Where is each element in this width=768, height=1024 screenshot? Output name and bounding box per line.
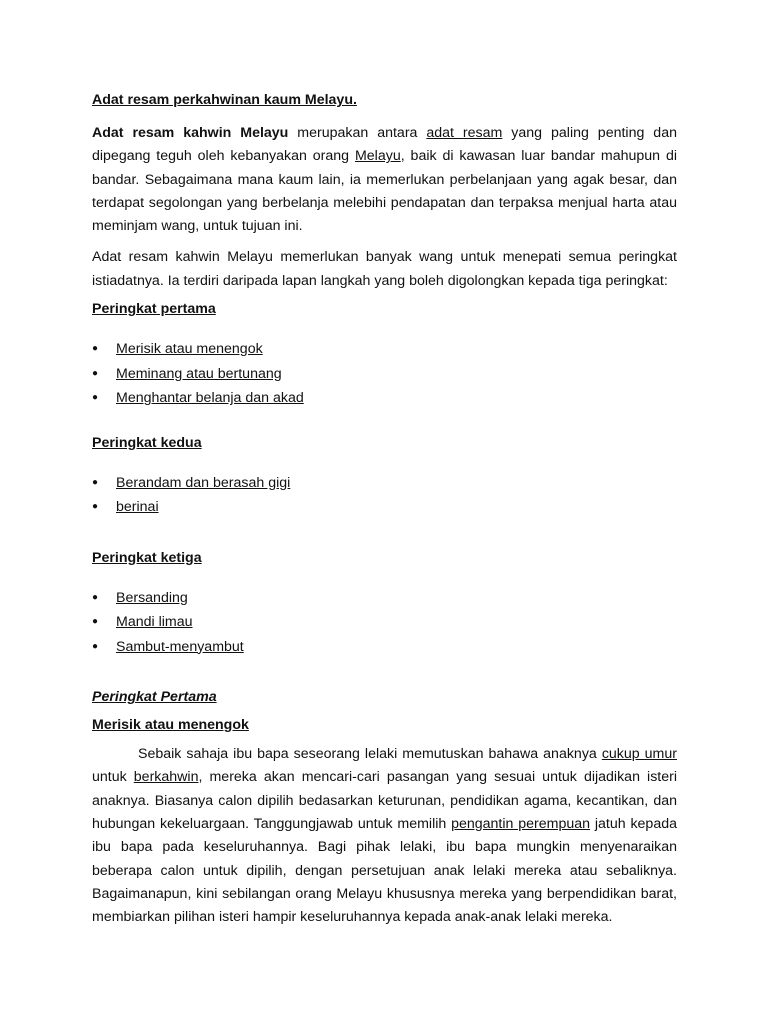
section-text-b: untuk [92,769,134,786]
list-item-link[interactable]: Menghantar belanja dan akad [116,390,304,407]
section-paragraph [92,743,677,929]
list-item-link[interactable]: Sambut-menyambut [116,638,244,655]
list-item [92,471,677,496]
stage-heading-2: Peringkat kedua [92,434,202,451]
section-subheading: Merisik atau menengok [92,717,249,734]
stage-list-1 [92,337,677,411]
stage-heading-3: Peringkat ketiga [92,549,202,566]
link-cukup-umur[interactable]: cukup umur [601,746,677,763]
stage-block-1 [92,299,677,411]
bullet-icon: ● [92,392,99,404]
list-item [92,495,677,520]
section-text-c: , mereka akan mencari-cari pasangan yang sesuai untuk dijadikan isteri anaknya. Biasanya calon dipilih bedasarkan keturunan, pendidikan agama, kecantikan, dan hubungan kekeluargaan. Tanggungjawab untuk memilih [92,769,677,832]
stage-list-3 [92,586,677,660]
intro-text-a: merupakan antara [288,125,427,141]
bullet-icon: ● [92,476,99,488]
section-text-d: jatuh kepada ibu bapa pada keseluruhannya. Bagi pihak lelaki, ibu bapa mungkin menyenaraikan beberapa calon untuk dipilih, dengan persetujuan anak lelaki mereka atau sebaliknya. Bagaimanapun, kini sebilangan orang Melayu khususnya mereka yang berpendidikan barat, membiarkan pilihan isteri hampir keseluruhannya kepada anak-anak lelaki mereka. [92,815,677,926]
link-pengantin-perempuan[interactable]: pengantin perempuan [451,815,591,832]
list-item [92,635,677,660]
intro-text-b: yang paling penting dan dipegang teguh oleh kebanyakan orang [92,125,677,165]
section-heading: Peringkat Pertama [92,689,217,706]
stage-list-2 [92,471,677,520]
document-title: Adat resam perkahwinan kaum Melayu. [92,92,357,108]
list-item-link[interactable]: berinai [116,499,159,516]
list-item-link[interactable]: Merisik atau menengok [116,341,263,358]
document-body [92,90,677,937]
list-item [92,386,677,411]
list-item-link[interactable]: Berandam dan berasah gigi [116,474,291,491]
list-item [92,362,677,387]
bullet-icon: ● [92,501,99,513]
bullet-icon: ● [92,367,99,379]
stage-heading-1: Peringkat pertama [92,301,216,318]
list-item [92,610,677,635]
intro-bold-term: Adat resam kahwin Melayu [92,125,289,141]
bullet-icon: ● [92,343,99,355]
list-item-link[interactable]: Bersanding [116,589,188,606]
intro-text-c: , baik di kawasan luar bandar mahupun di bandar. Sebagaimana mana kaum lain, ia memerlukan perbelanjaan yang agak besar, dan terdapat segolongan yang berbelanja melebihi pendapatan dan terpaksa menjual harta atau meminjam wang, untuk tujuan ini. [92,148,677,235]
link-adat-resam[interactable]: adat resam [426,125,503,141]
stage-block-3 [92,548,677,660]
stage-block-2 [92,433,677,520]
intro-paragraph-1 [92,122,677,238]
bullet-icon: ● [92,616,99,628]
list-item [92,586,677,611]
link-berkahwin[interactable]: berkahwin [133,769,199,786]
section-text-a: Sebaik sahaja ibu bapa seseorang lelaki memutuskan bahawa anaknya [138,746,602,763]
list-item [92,337,677,362]
list-item-link[interactable]: Meminang atau bertunang [116,365,282,382]
intro-paragraph-2: Adat resam kahwin Melayu memerlukan banyak wang untuk menepati semua peringkat istiadatnya. Ia terdiri daripada lapan langkah yang boleh digolongkan kepada tiga peringkat: [92,249,677,289]
link-melayu[interactable]: Melayu [354,148,401,165]
list-item-link[interactable]: Mandi limau [116,614,193,631]
bullet-icon: ● [92,591,99,603]
bullet-icon: ● [92,640,99,652]
